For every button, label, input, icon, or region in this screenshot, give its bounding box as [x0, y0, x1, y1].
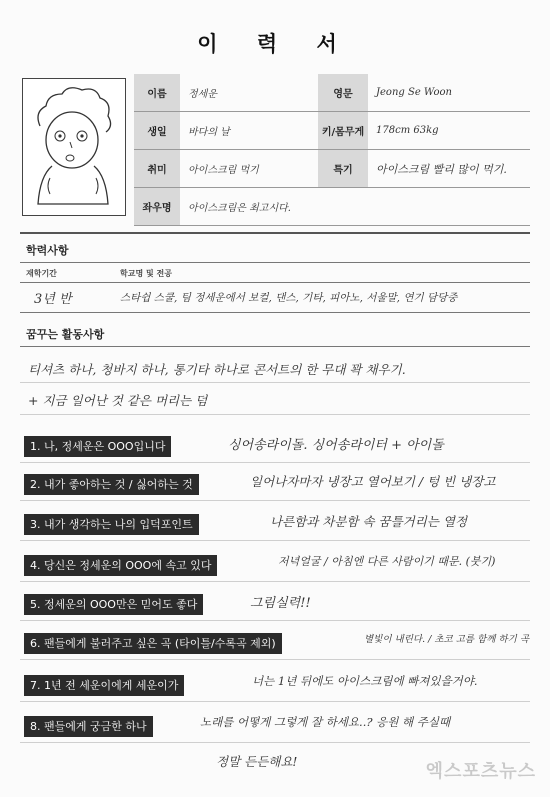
- activity-line-2: + 지금 일어난 것 같은 머리는 덤: [28, 393, 208, 408]
- question-1: 1. 나, 정세운은 OOO입니다: [24, 436, 171, 457]
- answer-8: 노래를 어떻게 그렇게 잘 하세요..? 응원 해 주실때: [200, 715, 451, 729]
- answer-1: 싱어송라이돌. 싱어송라이터 + 아이돌: [228, 438, 444, 453]
- name-value: 정세운: [180, 74, 318, 112]
- ruled-line: [20, 462, 530, 463]
- motto-value: 아이스크림은 최고시다.: [180, 188, 530, 226]
- skill-value: 아이스크림 빨리 많이 먹기.: [368, 150, 530, 188]
- divider: [20, 282, 530, 283]
- watermark: 엑스포츠뉴스: [425, 761, 536, 782]
- divider: [20, 312, 530, 313]
- divider: [20, 232, 530, 234]
- divider: [20, 346, 530, 347]
- motto-label: 좌우명: [134, 188, 180, 226]
- answer-5: 그림실력!!: [250, 596, 311, 611]
- answer-8-continued: 정말 든든해요!: [216, 754, 298, 769]
- ruled-line: [20, 620, 530, 621]
- profile-drawing: [22, 78, 126, 216]
- birthday-value: 바다의 날: [180, 112, 318, 150]
- hobby-label: 취미: [134, 150, 180, 188]
- education-school: 스타쉽 스쿨, 팀 정세운에서 보컬, 댄스, 기타, 피아노, 서울말, 연기 담당중: [120, 292, 458, 304]
- question-3: 3. 내가 생각하는 나의 입덕포인트: [24, 514, 199, 535]
- ruled-line: [20, 659, 530, 660]
- school-label: 학교명 및 전공: [120, 269, 172, 278]
- education-period: 3년 반: [34, 292, 72, 307]
- eng-name-value: Jeong Se Woon: [368, 74, 530, 112]
- height-weight-value: 178cm 63kg: [368, 112, 530, 150]
- ruled-line: [20, 581, 530, 582]
- hobby-value: 아이스크림 먹기: [180, 150, 318, 188]
- question-5: 5. 정세운의 OOO만은 믿어도 좋다: [24, 594, 203, 615]
- question-4: 4. 당신은 정세운의 OOO에 속고 있다: [24, 555, 217, 576]
- question-8: 8. 팬들에게 궁금한 하나: [24, 716, 153, 737]
- question-2: 2. 내가 좋아하는 것 / 싫어하는 것: [24, 474, 199, 495]
- ruled-line: [20, 701, 530, 702]
- ruled-line: [20, 414, 530, 415]
- answer-2: 일어나자마자 냉장고 열어보기 / 텅 빈 냉장고: [250, 474, 496, 489]
- skill-label: 특기: [318, 150, 368, 188]
- height-weight-label: 키/몸무게: [318, 112, 368, 150]
- ruled-line: [20, 382, 530, 383]
- question-6: 6. 팬들에게 불러주고 싶은 곡 (타이틀/수록곡 제외): [24, 633, 282, 654]
- self-portrait-doodle: [22, 78, 126, 216]
- ruled-line: [20, 500, 530, 501]
- education-header: 학력사항: [26, 244, 69, 257]
- divider: [20, 262, 530, 263]
- activities-header: 꿈꾸는 활동사항: [26, 328, 105, 341]
- ruled-line: [20, 742, 530, 743]
- answer-6: 별빛이 내린다. / 초코 고름 함께 하기 곡: [364, 634, 530, 645]
- question-7: 7. 1년 전 세운이에게 세운이가: [24, 675, 184, 696]
- answer-4: 저녁얼굴 / 아침엔 다른 사람이기 때문. (붓기): [278, 555, 496, 568]
- period-label: 재학기간: [26, 269, 57, 278]
- page-title: 이 력 서: [197, 32, 353, 56]
- ruled-line: [20, 540, 530, 541]
- answer-3: 나른함과 차분함 속 꿈틀거리는 열정: [270, 514, 468, 529]
- answer-7: 너는 1년 뒤에도 아이스크림에 빠져있을거야.: [252, 674, 478, 688]
- birthday-label: 생일: [134, 112, 180, 150]
- eng-name-label: 영문: [318, 74, 368, 112]
- activity-line-1: 티셔츠 하나, 청바지 하나, 통기타 하나로 콘서트의 한 무대 꽉 채우기.: [28, 362, 406, 377]
- profile-table: [134, 74, 530, 226]
- name-label: 이름: [134, 74, 180, 112]
